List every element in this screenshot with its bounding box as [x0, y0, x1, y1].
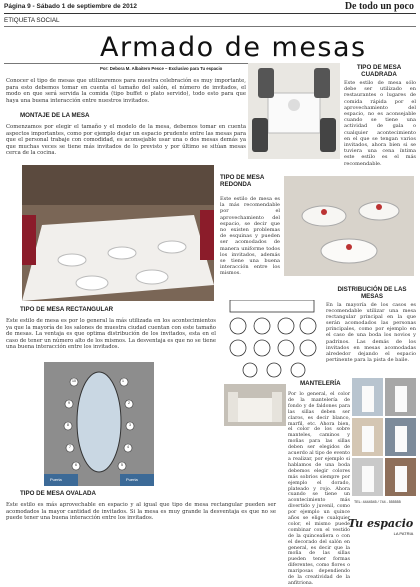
byline: Por: Debora M. Albaitero Pesce – Exclusivo para Tu espacio — [100, 66, 223, 71]
logo-text: Tu espacio — [348, 517, 414, 530]
intro-paragraph: Conocer el tipo de mesas que utilizaremos para nuestra celebración es muy importante, para esto debemos tomar en cuenta el tamaño del salón, el número de invitados, el modo en que será servida la comida (tipo buffet o plato servido), todo esto para que haya una buena interacción entre nuestros invitados. — [6, 78, 246, 104]
cuadrada-heading: TIPO DE MESA CUADRADA — [356, 64, 402, 78]
oval-diagram-svg — [44, 362, 154, 486]
round-table-illustration — [284, 176, 414, 276]
montaje-text: Comenzamos por elegir el tamaño y el modelo de la mesa, debemos tomar en cuenta aspectos importantes, como por ejemplo dejar un espacio prudente entre las mesas para que el personal trabaje con comodidad, es aconsejable usar una o dos mesas demás ya que muchas veces se tiene más invitados de lo previsto y por último se sitúan mesas cerca de la cocina. — [6, 124, 246, 157]
montaje-heading: MONTAJE DE LA MESA — [20, 112, 90, 119]
chair-photos-grid — [352, 378, 416, 498]
manteleria-illustration — [224, 384, 286, 426]
distribucion-text: En la mayoría de los casos es recomendable utilizar una mesa rectangular principal en la que serán acomodados las personas principales, como por ejemplo en el caso de una boda los novios y padrinos. Las demás de los invitados en mesas acomodadas alrededor dejando el espacio pertinente para la pista de baile. — [326, 302, 416, 363]
section-left-label: ETIQUETA SOCIAL — [4, 17, 60, 24]
redonda-text: Este estilo de mesa es la más recomendable por el aprovechamiento del espacio, se decir que no existen problemas de esquinas y pueden ser acomodados de manera uniforme todos los invitados, además se tiene una buena interacción entre los mismos. — [220, 196, 280, 277]
article-title: Armado de mesas — [100, 32, 367, 63]
seat-number: 3 — [129, 423, 131, 427]
table-layout-diagram — [224, 300, 320, 378]
page-date: Página 9 - Sábado 1 de septiembre de 2012 — [4, 3, 137, 10]
brand-logo — [348, 512, 413, 536]
door-label: Puerta — [50, 477, 62, 482]
seat-number: 8 — [67, 423, 69, 427]
square-table-photo — [248, 63, 340, 159]
manteleria-photo — [224, 384, 286, 426]
seat-number: 5 — [121, 463, 123, 467]
manteleria-heading: MANTELERÍA — [300, 380, 341, 387]
seat-number: 9 — [68, 401, 70, 405]
door-label: Puerta — [126, 477, 138, 482]
redonda-heading: TIPO DE MESA REDONDA — [220, 174, 265, 188]
seat-number: 7 — [69, 445, 71, 449]
section-rule — [4, 26, 416, 27]
cuadrada-text: Este estilo de mesa sólo debe ser utilizado en restaurantes o lugares de comida rápida por el aprovechamiento del espacio, no es aconsejable cuando se tiene una actividad de gala o cualquier acontecimiento en el que se tengan varios invitados, ahora bien si se tuviera una cena íntima este estilo es el más recomendable. — [344, 80, 416, 167]
ovalada-text: Este estilo es más aprovechable en espacio y al igual que tipo de mesa rectangular pueden ser acomodados la mayor cantidad de invitados. Si la mesa es muy grande la desventaja es que no se puede tener una buena interacción entre los invitados. — [6, 502, 276, 522]
manteleria-text: Por lo general, el color de la mantelería de fondo y de faldones para las sillas deben ser claros, es decir blanco, marfil, etc. Ahora bien, el color de los sobre manteles, caminos y moñas para las sillas deben ser elegidos de acuerdo al tipo de evento a realizar, por ejemplo si hablamos de una boda debemos elegir colores más sobrios siempre por ejemplo el dorado, plateado y rojo. Ahora cuando se tiene un acontecimiento más divertido y juvenil, como por ejemplo un quince años se elige cualquier color, el mismo puede combinar con el vestido de la quinceañera o con el decorado del salón en general, es decir que la moña de las sillas pueden tener formas diferentes, como flores o mariposas dependiendo de la creatividad de la anfitriona. — [288, 392, 350, 586]
contact-info: TEL: 4444545 / 744 - 555555 — [354, 500, 401, 504]
distribucion-heading: DISTRIBUCIÓN DE LAS MESAS — [337, 286, 407, 300]
seat-number: 4 — [127, 445, 129, 449]
seat-number: 1 — [122, 379, 124, 383]
logo-subtext: LA PATRIA — [393, 531, 414, 536]
oval-table-diagram — [44, 362, 154, 486]
rectangular-table-illustration — [22, 165, 214, 301]
layout-diagram-svg — [224, 300, 320, 378]
round-table-photo — [284, 176, 414, 276]
rectangular-text: Este estilo de mesa es por lo general la más utilizada en los acontecimientos ya que la mayoría de los salones de muestra ciudad cuentan con este tamaño de mesas. La ventaja es que optima distribución de los invitados, esta en el caso de tener un número alto de los mismos. La desventaja es que no se tiene una buena interacción entre los invitados. — [6, 318, 216, 351]
chair-photos-svg — [352, 378, 416, 498]
seat-number: 10 — [72, 379, 76, 383]
rectangular-table-photo — [22, 165, 214, 301]
seat-number: 2 — [128, 401, 130, 405]
square-table-illustration — [248, 63, 340, 159]
header-rule — [4, 13, 416, 14]
rectangular-heading: TIPO DE MESA RECTANGULAR — [20, 306, 114, 313]
seat-number: 6 — [75, 463, 77, 467]
ovalada-heading: TIPO DE MESA OVALADA — [20, 490, 96, 497]
section-right-title: De todo un poco — [344, 1, 414, 12]
